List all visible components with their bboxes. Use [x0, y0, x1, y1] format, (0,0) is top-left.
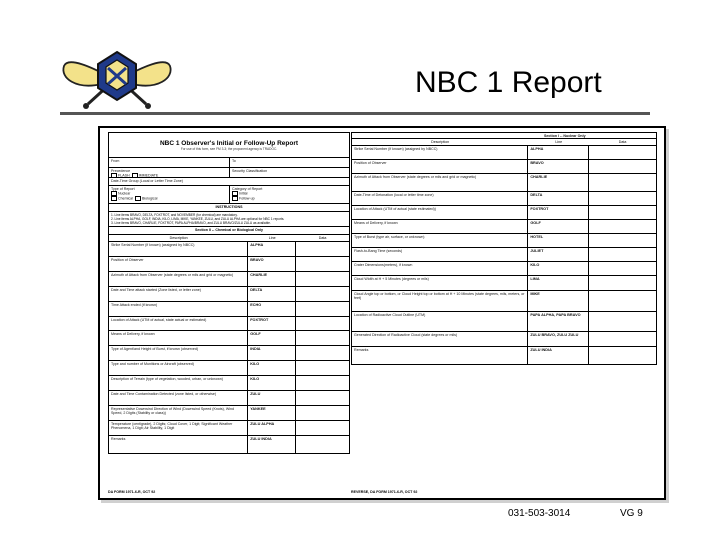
line-code: MIKE — [528, 291, 589, 311]
form-front-side — [108, 132, 350, 494]
followup-checkbox — [232, 196, 238, 201]
security-field: Security Classification — [229, 168, 349, 177]
nbc-school-emblem — [58, 38, 176, 118]
immediate-checkbox — [132, 173, 138, 177]
line-data-field — [589, 332, 656, 346]
line-code: ALPHA — [248, 242, 296, 256]
line-description: Position of Observer — [352, 160, 528, 173]
line-description: Means of Delivery, if known — [109, 331, 248, 345]
line-data-field — [589, 146, 656, 159]
immediate-label: IMMEDIATE — [138, 173, 159, 177]
form-line-row — [351, 146, 657, 160]
form-line-row — [108, 302, 350, 317]
form-line-row — [351, 220, 657, 234]
line-data-field — [589, 192, 656, 205]
line-code: GOLF — [248, 331, 296, 345]
line-data-field — [296, 331, 349, 345]
instruction-line: 2. Line items ALPHA, GOLF, INDIA, KILO, LIMA, MIKE, YANKEE, ZULU, and ZULU ALPHA are optional for NBC 1 reports. — [111, 217, 285, 221]
line-code: DELTA — [248, 287, 296, 301]
line-data-field — [589, 312, 656, 331]
line-description: Description of Terrain (type of vegetation, wooded, urban, or unknown) — [109, 376, 248, 390]
from-to-row — [108, 158, 350, 168]
form-line-row — [108, 242, 350, 257]
initial-label: Initial — [239, 191, 248, 196]
line-description: Cloud Angle top or bottom, or Cloud Height top or bottom at H + 10 Minutes (state degrees, mils, meters, or feet) — [352, 291, 528, 311]
form-line-row — [108, 272, 350, 287]
line-data-field — [296, 272, 349, 286]
line-data-field — [589, 291, 656, 311]
line-data-field — [589, 347, 656, 364]
line-code: LIMA — [528, 276, 589, 290]
instructions-heading: INSTRUCTIONS — [108, 204, 350, 212]
form-line-row — [108, 361, 350, 376]
dtg-field: Date-Time Group (Local or Letter Time Zone) — [111, 179, 183, 183]
to-field: To — [229, 158, 349, 167]
line-data-field — [589, 160, 656, 173]
line-description: Flash-to-Bang Time (seconds) — [352, 248, 528, 261]
line-data-field — [296, 346, 349, 360]
line-description: Type of Burst (type air, surface, or unknown) — [352, 234, 528, 247]
nuclear-label: Nuclear — [118, 191, 131, 196]
form-title: NBC 1 Observer's Initial or Follow-Up Report — [159, 139, 299, 147]
precedence-field — [109, 168, 229, 177]
left-line-items — [108, 242, 350, 454]
chemical-checkbox — [111, 196, 117, 201]
line-description: Location of Attack (UTM of actual, state actual or estimated) — [109, 317, 248, 330]
line-code: YANKEE — [248, 406, 296, 420]
line-description: Azimuth of Attack from Observer (state degrees or mils and grid or magnetic) — [109, 272, 248, 286]
dtg-row — [108, 178, 350, 186]
col-line: Line — [268, 236, 276, 240]
line-description: Time Attack ended (if known) — [109, 302, 248, 316]
form-line-row — [108, 257, 350, 272]
line-code: KILO — [528, 262, 589, 275]
form-line-row — [108, 406, 350, 421]
from-field: From — [111, 159, 120, 163]
form-line-row — [108, 346, 350, 361]
form-line-row — [351, 192, 657, 206]
line-description: Position of Observer — [109, 257, 248, 271]
form-line-row — [108, 287, 350, 302]
line-description: Type of Agent/and Height of Burst, if known (observed) — [109, 346, 248, 360]
title-underline — [60, 112, 650, 115]
col-line: Line — [555, 140, 563, 144]
form-line-row — [351, 174, 657, 192]
right-footer: REVERSE, DA FORM 1971-6-R, OCT 92 — [351, 490, 418, 494]
line-description: Remarks — [352, 347, 528, 364]
form-line-row — [351, 206, 657, 220]
followup-label: Follow-up — [239, 196, 255, 201]
line-data-field — [296, 421, 349, 435]
type-report-label: Type of Report — [111, 187, 135, 191]
right-line-items — [351, 146, 657, 365]
form-line-row — [351, 262, 657, 276]
col-description: Description — [431, 140, 450, 144]
line-data-field — [296, 257, 349, 271]
line-code: ZULU INDIA — [528, 347, 589, 364]
line-code: ZULU — [248, 391, 296, 405]
line-description: Strike Serial Number (if known) (assigned by NBCC) — [109, 242, 248, 256]
line-code: CHARLIE — [528, 174, 589, 191]
section1-heading-row — [351, 132, 657, 139]
line-code: KILO — [248, 361, 296, 375]
line-code: ZULU INDIA — [248, 436, 296, 453]
form-line-row — [351, 291, 657, 312]
form-line-row — [351, 248, 657, 262]
line-description: Date-Time of Detonation (local or letter time zone) — [352, 192, 528, 205]
line-description: Azimuth of Attack from Observer (state degrees or mils and grid or magnetic) — [352, 174, 528, 191]
col-description: Description — [169, 236, 188, 240]
line-data-field — [296, 406, 349, 420]
form-line-row — [108, 391, 350, 406]
form-line-row — [351, 332, 657, 347]
line-code: HOTEL — [528, 234, 589, 247]
line-data-field — [296, 287, 349, 301]
line-code: FOXTROT — [528, 206, 589, 219]
left-column-headers — [108, 235, 350, 242]
line-code: ECHO — [248, 302, 296, 316]
slide-number: VG 9 — [620, 508, 643, 519]
form-line-row — [351, 160, 657, 174]
line-data-field — [589, 220, 656, 233]
document-number: 031-503-3014 — [508, 508, 571, 519]
precedence-label: Precedence — [111, 169, 131, 173]
instructions-block — [108, 212, 350, 227]
line-description: Date and Time Contamination Detected (zone listed, or otherwise) — [109, 391, 248, 405]
line-description: Date and Time attack started (Zone listed, or letter zone) — [109, 287, 248, 301]
line-description: Means of Delivery, if known — [352, 220, 528, 233]
line-description: Cloud Width at H + 5 Minutes (degrees or mils) — [352, 276, 528, 290]
slide-title: NBC 1 Report — [415, 66, 602, 99]
form-line-row — [108, 436, 350, 454]
line-data-field — [296, 361, 349, 375]
form-line-row — [108, 376, 350, 391]
line-data-field — [296, 391, 349, 405]
line-code: ZULU ALPHA — [248, 421, 296, 435]
chemical-label: Chemical — [118, 196, 133, 201]
col-data: Data — [618, 140, 627, 144]
line-code: BRAVO — [528, 160, 589, 173]
line-code: GOLF — [528, 220, 589, 233]
line-description: Location of Radioactive Cloud Outline (UTM) — [352, 312, 528, 331]
line-data-field — [589, 248, 656, 261]
line-data-field — [296, 302, 349, 316]
line-code: ALPHA — [528, 146, 589, 159]
line-code: BRAVO — [248, 257, 296, 271]
biological-label: Biological — [141, 196, 158, 201]
type-report-field — [109, 186, 229, 203]
line-description: Strike Serial Number (if known) (assigned by NBCC) — [352, 146, 528, 159]
flash-checkbox — [111, 173, 117, 177]
line-description: Representative Downwind Direction of Wind (Downwind Speed (Knots), Wind Speed, 2 Digits (Stability or class)) — [109, 406, 248, 420]
category-field — [229, 186, 349, 203]
line-code: DELTA — [528, 192, 589, 205]
line-description: Crater Dimensions(meters), if known — [352, 262, 528, 275]
category-label: Category of Report — [232, 187, 263, 191]
line-code: KILO — [248, 376, 296, 390]
line-code: JULIET — [528, 248, 589, 261]
line-data-field — [589, 234, 656, 247]
instruction-line: 3. Line items BRAVO, CHARLIE, FOXTROT, PAPA ALPHA/BRAVO, and ZULU BRAVO/ZULU ZULU as available. — [111, 221, 271, 225]
right-column-headers — [351, 139, 657, 146]
line-code: FOXTROT — [248, 317, 296, 330]
form-line-row — [108, 421, 350, 436]
line-description: Temperature (centigrade), 2 Digits; Cloud Cover, 1 Digit; Significant Weather Phenomena, 1 Digit; Air Stability, 1 Digit — [109, 421, 248, 435]
line-description: Location of Attack (UTM of actual (state estimated)) — [352, 206, 528, 219]
line-data-field — [589, 174, 656, 191]
form-line-row — [351, 312, 657, 332]
left-footer: DA FORM 1971-6-R, OCT 92 — [108, 490, 156, 494]
form-line-row — [108, 317, 350, 331]
line-data-field — [296, 436, 349, 453]
instruction-line: 1. Line items BRAVO, DELTA, FOXTROT, and NOVEMBER (for chemical) are mandatory. — [111, 213, 238, 217]
line-data-field — [589, 262, 656, 275]
flash-label: FLASH — [118, 173, 130, 177]
form-reverse-side — [351, 132, 657, 494]
precedence-row — [108, 168, 350, 178]
line-code: PAPA ALPHA, PAPA BRAVO — [528, 312, 589, 331]
line-data-field — [296, 317, 349, 330]
form-line-row — [351, 234, 657, 248]
form-line-row — [108, 331, 350, 346]
line-data-field — [296, 376, 349, 390]
biological-checkbox — [135, 196, 141, 201]
form-line-row — [351, 347, 657, 365]
form-line-row — [351, 276, 657, 291]
col-data: Data — [318, 236, 327, 240]
nbc1-form-scan — [98, 126, 666, 500]
line-code: INDIA — [248, 346, 296, 360]
section1-heading: Section I -- Nuclear Only — [544, 134, 586, 138]
line-data-field — [589, 276, 656, 290]
section2-heading: Section II -- Chemical or Biological Only — [108, 227, 350, 235]
type-category-row — [108, 186, 350, 204]
line-data-field — [589, 206, 656, 219]
line-description: Type and number of Munitions or Aircraft (observed) — [109, 361, 248, 375]
form-header — [108, 132, 350, 158]
line-description: Generated Direction of Radioactive Cloud (state degrees or mils) — [352, 332, 528, 346]
line-code: ZULU BRAVO, ZULU ZULU — [528, 332, 589, 346]
line-data-field — [296, 242, 349, 256]
line-description: Remarks — [109, 436, 248, 453]
line-code: CHARLIE — [248, 272, 296, 286]
form-subtitle: For use of this form, see FM 3-3; the proponent agency is TRADOC. — [180, 146, 278, 151]
